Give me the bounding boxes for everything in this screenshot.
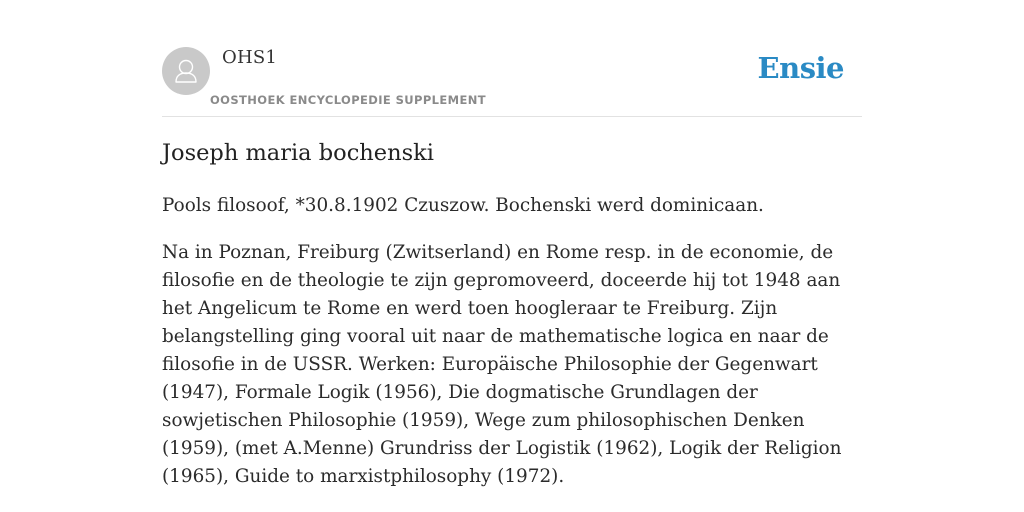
article-paragraph: Pools filosoof, *30.8.1902 Czuszow. Bochenski werd dominicaan.	[162, 195, 764, 216]
article-paragraph: Na in Poznan, Freiburg (Zwitserland) en Rome resp. in de economie, de filosofie en de theologie te zijn gepromoveerd, doceerde hij tot 1948 aan het Angelicum te Rome en werd toen hoogleraar te Freiburg. Zijn belangstelling ging vooral uit naar de mathematische logica en naar de filosofie in de USSR. Werken: Europäische Philosophie der Gegenwart (1947), Formale Logik (1956), Die dogmatische Grundlagen der sowjetischen Philosophie (1959), Wege zum philosophischen Denken (1959), (met A.Menne) Grundriss der Logistik (1962), Logik der Religion (1965), Guide to marxistphilosophy (1972).	[162, 242, 842, 487]
page-header	[162, 46, 862, 117]
user-icon	[162, 47, 210, 95]
author-avatar[interactable]	[162, 47, 210, 95]
brand-logo[interactable]: Ensie	[757, 51, 844, 85]
source-label[interactable]: OOSTHOEK ENCYCLOPEDIE SUPPLEMENT	[210, 93, 487, 107]
article-title: Joseph maria bochenski	[162, 140, 434, 166]
author-name[interactable]: OHS1	[222, 47, 278, 68]
article-body	[162, 192, 866, 510]
